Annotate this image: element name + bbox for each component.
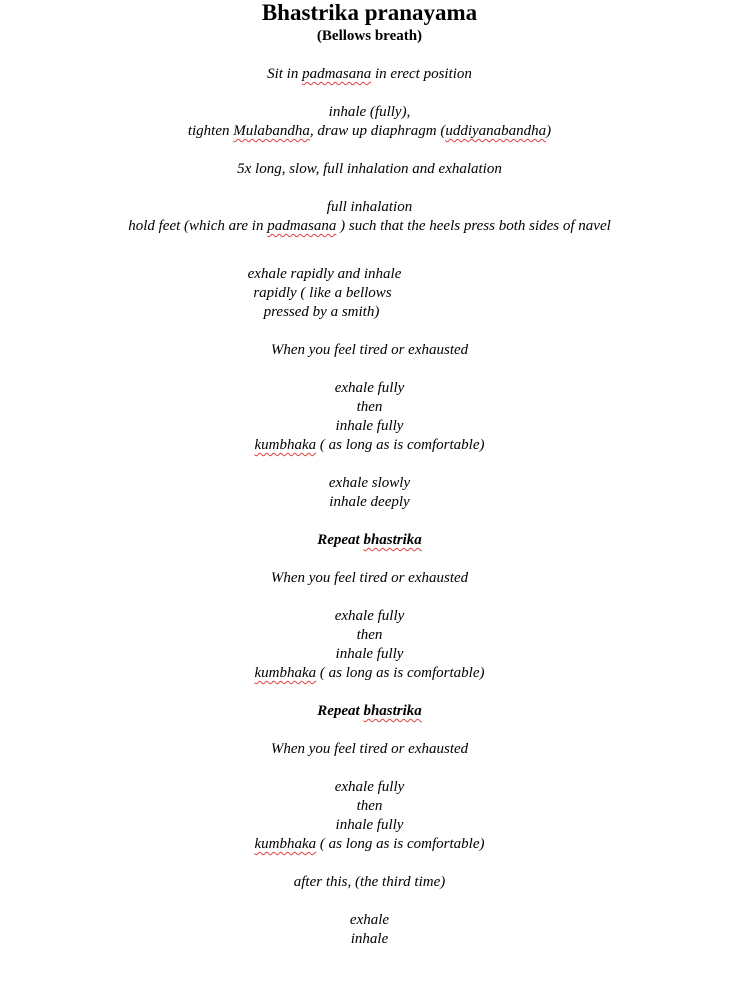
- text-segment: tighten: [187, 123, 234, 139]
- instruction-full-inhalation: full inhalation: [326, 199, 413, 215]
- instruction-exhale-fully-3: exhale fully: [334, 779, 405, 795]
- instruction-then-2: then: [356, 627, 383, 643]
- text-segment: ) such that the heels press both sides of navel: [336, 218, 611, 234]
- spellcheck-word: kumbhaka: [254, 665, 317, 681]
- instruction-tighten: [0, 122, 739, 141]
- instruction-inhale-fully-2: inhale fully: [335, 646, 404, 662]
- text-segment: Repeat: [317, 532, 364, 548]
- text-segment: ( as long as is comfortable): [316, 836, 485, 852]
- instruction-inhale-fully-3: inhale fully: [335, 817, 404, 833]
- document-subtitle: (Bellows breath): [316, 28, 423, 44]
- spellcheck-word: padmasana: [267, 218, 337, 234]
- text-segment: Sit in: [267, 66, 303, 82]
- instruction-kumbhaka-1: [0, 436, 739, 455]
- text-segment: ( as long as is comfortable): [316, 437, 485, 453]
- text-segment: in erect position: [371, 66, 472, 82]
- instruction-exhale-rapidly: exhale rapidly and inhale: [247, 266, 402, 282]
- instruction-final-exhale: exhale: [349, 912, 390, 928]
- instruction-inhale-fully: inhale (fully),: [328, 104, 411, 120]
- instruction-final-inhale: inhale: [350, 931, 389, 947]
- instruction-then-1: then: [356, 399, 383, 415]
- spellcheck-word: padmasana: [302, 66, 372, 82]
- repeat-bhastrika-1: [0, 531, 739, 550]
- instruction-then-3: then: [356, 798, 383, 814]
- spellcheck-word: kumbhaka: [254, 437, 317, 453]
- document-title: Bhastrika pranayama: [261, 0, 478, 25]
- spellcheck-word: Mulabandha: [233, 123, 310, 139]
- text-segment: ( as long as is comfortable): [316, 665, 485, 681]
- text-segment: Repeat: [317, 703, 364, 719]
- instruction-exhale-fully-2: exhale fully: [334, 608, 405, 624]
- instruction-hold-feet: [0, 217, 739, 236]
- instruction-after-this: after this, (the third time): [293, 874, 446, 890]
- instruction-kumbhaka-2: [0, 664, 739, 683]
- instruction-exhale-fully-1: exhale fully: [334, 380, 405, 396]
- spellcheck-word: bhastrika: [363, 532, 422, 548]
- instruction-when-tired-2: When you feel tired or exhausted: [270, 570, 469, 586]
- text-segment: , draw up diaphragm (: [309, 123, 446, 139]
- instruction-when-tired-1: When you feel tired or exhausted: [270, 342, 469, 358]
- instruction-inhale-fully-1: inhale fully: [335, 418, 404, 434]
- instruction-kumbhaka-3: [0, 835, 739, 854]
- spellcheck-word: uddiyanabandha: [445, 123, 547, 139]
- instruction-sit: [0, 65, 739, 84]
- instruction-pressed: pressed by a smith): [263, 304, 380, 320]
- instruction-rapidly: rapidly ( like a bellows: [253, 285, 392, 301]
- text-segment: ): [546, 123, 552, 139]
- instruction-exhale-slowly: exhale slowly: [328, 475, 411, 491]
- spellcheck-word: bhastrika: [363, 703, 422, 719]
- instruction-inhale-deeply: inhale deeply: [329, 494, 410, 510]
- text-segment: hold feet (which are in: [128, 218, 268, 234]
- repeat-bhastrika-2: [0, 702, 739, 721]
- instruction-when-tired-3: When you feel tired or exhausted: [270, 741, 469, 757]
- spellcheck-word: kumbhaka: [254, 836, 317, 852]
- instruction-5x: 5x long, slow, full inhalation and exhalation: [237, 161, 502, 177]
